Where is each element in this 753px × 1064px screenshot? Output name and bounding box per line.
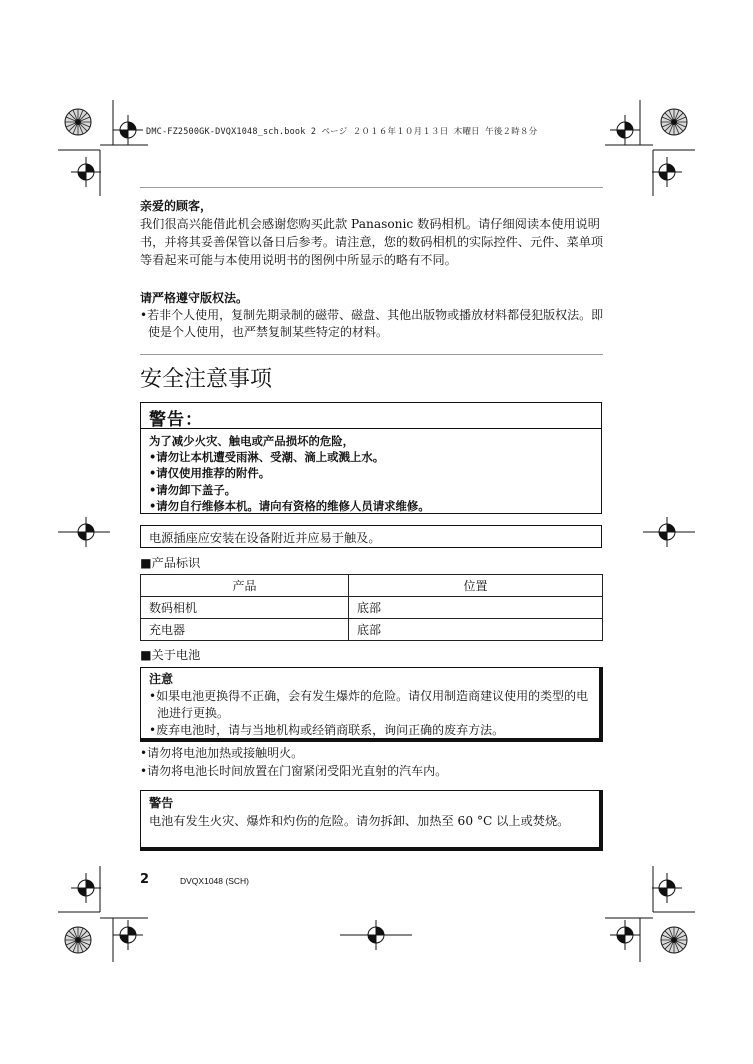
- page-number: 2: [140, 872, 150, 887]
- copyright-section: [140, 290, 605, 341]
- socket-note: 电源插座应安装在设备附近并应易于触及。: [140, 525, 602, 548]
- battery-notes: [140, 744, 605, 780]
- registration-star-icon: [65, 927, 91, 953]
- caution-title: 注意: [149, 672, 174, 686]
- copyright-title: 请严格遵守版权法。: [140, 291, 249, 305]
- corner-mark-top-right: [605, 100, 695, 196]
- battery-note: •请勿将电池加热或接触明火。: [140, 746, 304, 760]
- corner-mark-bottom-right: [605, 866, 695, 962]
- warning-title: 警告：: [149, 410, 203, 430]
- registration-target-icon: [71, 873, 101, 903]
- battery-heading: ■关于电池: [140, 648, 201, 662]
- model-code: DVQX1048 (SCH): [180, 876, 249, 886]
- copyright-bullet: •若非个人使用，复制先期录制的磁带、磁盘、其他出版物或播放材料都侵犯版权法。即使是个人使用，也严禁复制某些特定的材料。: [140, 308, 604, 339]
- warning-line: •请勿自行维修本机。请向有资格的维修人员请求维修。: [149, 498, 430, 513]
- column-header-location: 位置: [349, 575, 603, 597]
- print-file-info: DMC-FZ2500GK-DVQX1048_sch.book 2 ページ ２０１６年１０月１３日 木曜日 午後２時８分: [146, 127, 538, 137]
- table-row: [141, 597, 603, 619]
- battery-warning-box: [140, 790, 603, 851]
- registration-target-icon: [71, 157, 101, 187]
- intro-paragraph: 我们很高兴能借此机会感谢您购买此款 Panasonic 数码相机。请仔细阅读本使用说明书，并将其妥善保管以备日后参考。请注意，您的数码相机的实际控件、元件、菜单项等看起来可能与本使用说明书的图例中所显示的略有不同。: [140, 217, 604, 267]
- column-header-product: 产品: [141, 575, 349, 597]
- battery-caution-box: [140, 667, 603, 742]
- section-divider: [140, 354, 603, 355]
- bottom-center-mark: [340, 920, 412, 950]
- caution-line: •如果电池更换得不正确，会有发生爆炸的危险。请仅用制造商建议使用的类型的电池进行更换。: [149, 689, 589, 720]
- warning-line: •请勿卸下盖子。: [149, 482, 237, 497]
- side-mark-right: [643, 517, 695, 547]
- greeting: 亲爱的顾客，: [140, 199, 213, 213]
- registration-star-icon: [661, 109, 687, 135]
- registration-target-icon: [113, 920, 143, 950]
- table-row: [141, 619, 603, 641]
- caution-line: •废弃电池时，请与当地机构或经销商联系，询问正确的废弃方法。: [149, 723, 505, 737]
- battery-note: •请勿将电池长时间放置在门窗紧闭受阳光直射的汽车内。: [140, 764, 448, 778]
- registration-target-icon: [652, 157, 682, 187]
- battery-warning-title: 警告: [149, 796, 174, 810]
- registration-star-icon: [661, 927, 687, 953]
- warning-title-divider: [141, 428, 601, 429]
- warning-line: 为了减少火灾、触电或产品损坏的危险，: [149, 434, 355, 448]
- top-divider: [140, 187, 603, 188]
- corner-mark-top-left: [58, 100, 148, 196]
- intro-section: [140, 197, 605, 269]
- warning-box: [140, 402, 602, 514]
- section-title: 安全注意事项: [140, 367, 273, 392]
- warning-line: •请仅使用推荐的附件。: [149, 466, 271, 481]
- registration-target-icon: [610, 920, 640, 950]
- registration-star-icon: [65, 109, 91, 135]
- registration-target-icon: [113, 115, 143, 145]
- side-mark-left: [58, 517, 110, 547]
- table-cell: 数码相机: [141, 597, 349, 619]
- table-cell: 底部: [349, 597, 603, 619]
- warning-body: [149, 433, 430, 514]
- table-cell: 充电器: [141, 619, 349, 641]
- product-id-table: [140, 574, 603, 641]
- battery-warning-text: 电池有发生火灾、爆炸和灼伤的危险。请勿拆卸、加热至 60 °C 以上或焚烧。: [149, 814, 570, 828]
- table-header-row: [141, 575, 603, 597]
- registration-target-icon: [610, 115, 640, 145]
- warning-line: •请勿让本机遭受雨淋、受潮、滴上或溅上水。: [149, 450, 385, 465]
- table-cell: 底部: [349, 619, 603, 641]
- registration-target-icon: [652, 873, 682, 903]
- product-id-heading: ■产品标识: [140, 556, 201, 570]
- corner-mark-bottom-left: [58, 866, 148, 962]
